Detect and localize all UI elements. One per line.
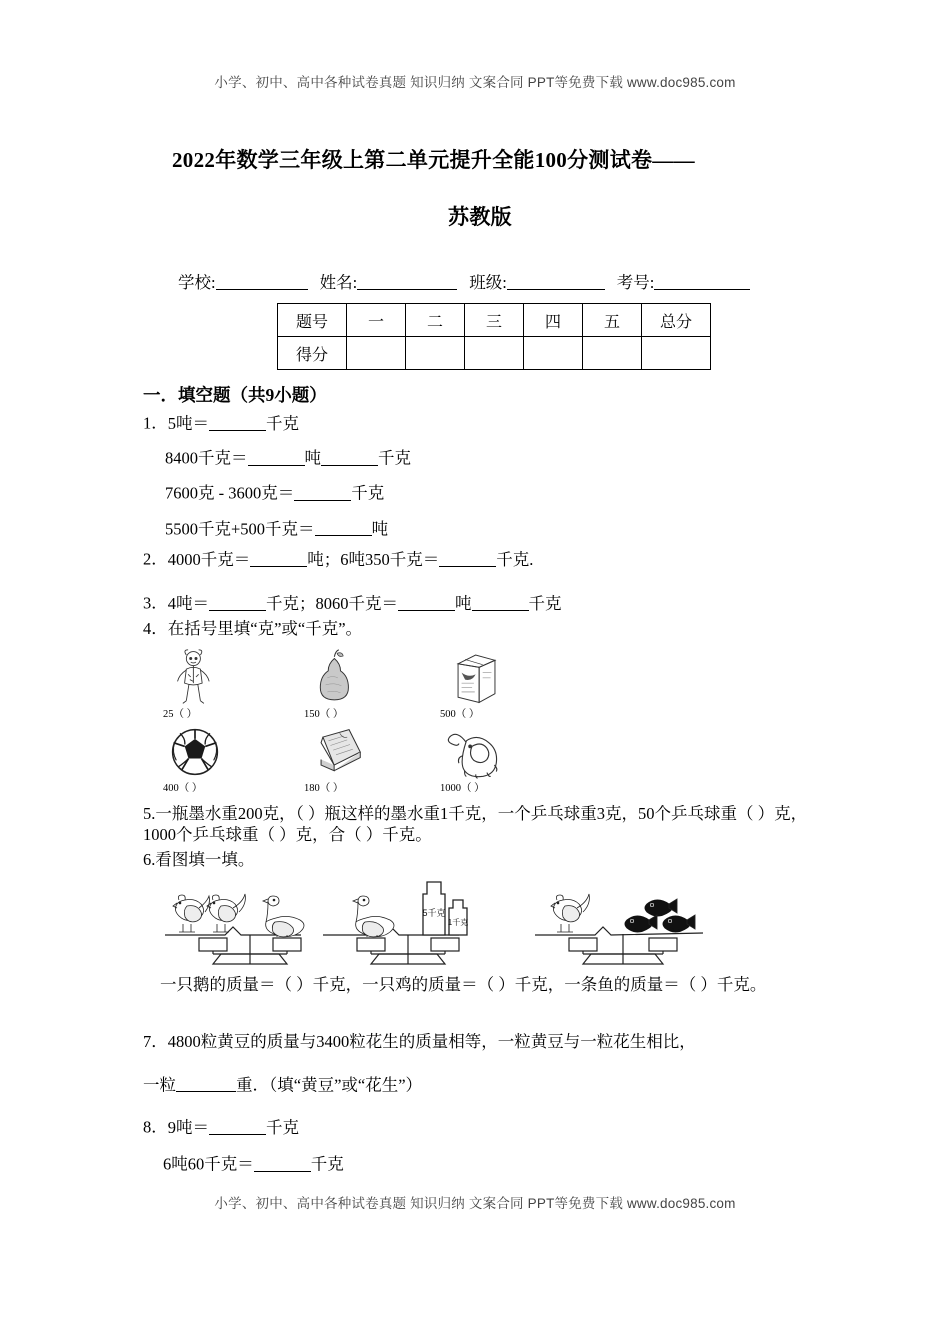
section-heading-fill-in-blank: 一．填空题（共9小题） bbox=[143, 385, 327, 405]
question-5-text: 一瓶墨水重200克，（ ）瓶这样的墨水重1千克，一个乒乓球重3克，50个乒乓球重（ ）克，1000个乒乓球重（ ）克，合（ ）千克。 bbox=[143, 804, 808, 845]
question-7-line-2b: 重．（填“黄豆”或“花生”） bbox=[236, 1075, 423, 1095]
picture-row-2 bbox=[163, 724, 563, 804]
weight-5kg-label: 5千克 bbox=[422, 908, 446, 918]
scale-1 bbox=[165, 894, 304, 964]
question-3 bbox=[143, 594, 562, 612]
picture-label-elephant: 1000（ ） bbox=[440, 783, 485, 794]
picture-item-book bbox=[304, 724, 424, 795]
question-8-line-2: 6吨60千克＝ 千克 bbox=[163, 1154, 344, 1174]
picture-item-soccer-ball bbox=[163, 724, 283, 795]
page-title-line2: 苏教版 bbox=[448, 205, 512, 229]
score-header-6: 总分 bbox=[642, 304, 711, 337]
question-7 bbox=[143, 1034, 843, 1094]
milk-carton-icon bbox=[444, 648, 507, 706]
question-2-text: 4000千克＝ 吨；6吨350千克＝ 千克. bbox=[167, 549, 534, 569]
question-4-picture-grid bbox=[163, 648, 563, 804]
question-8 bbox=[143, 1118, 344, 1173]
question-7-line-2a: 一粒 bbox=[143, 1075, 176, 1095]
question-1-number: 1． bbox=[143, 413, 168, 433]
score-cell-4[interactable] bbox=[524, 337, 583, 370]
score-header-3: 三 bbox=[465, 304, 524, 337]
picture-label-soccer-ball: 400（ ） bbox=[163, 783, 203, 794]
soccer-ball-icon bbox=[167, 724, 223, 780]
question-4 bbox=[143, 621, 362, 638]
question-7-line-1: 4800粒黄豆的质量与3400粒花生的质量相等，一粒黄豆与一粒花生相比， bbox=[167, 1032, 696, 1051]
question-2 bbox=[143, 550, 533, 568]
table-row-scores bbox=[278, 337, 711, 370]
footer-watermark: 小学、初中、高中各种试卷真题 知识归纳 文案合同 PPT等免费下载 www.doc985.com bbox=[214, 1196, 736, 1211]
balance-scales-illustration bbox=[163, 876, 783, 968]
score-cell-5[interactable] bbox=[583, 337, 642, 370]
question-5-number: 5. bbox=[143, 804, 156, 823]
score-cell-1[interactable] bbox=[347, 337, 406, 370]
question-1-line-2: 8400千克＝ 吨 千克 bbox=[165, 448, 411, 468]
question-1-line-1: 5吨＝ 千克 bbox=[167, 413, 299, 433]
question-2-number: 2． bbox=[143, 549, 168, 569]
exam-number-label: 考号: bbox=[616, 273, 655, 292]
picture-label-milk-carton: 500（ ） bbox=[440, 709, 480, 720]
question-6-number: 6. bbox=[143, 850, 156, 869]
student-info-line bbox=[178, 269, 750, 293]
picture-label-doll: 25（ ） bbox=[163, 709, 198, 720]
score-header-4: 四 bbox=[524, 304, 583, 337]
question-1-line-4: 5500千克+500千克＝ 吨 bbox=[165, 519, 389, 539]
exam-number-input[interactable] bbox=[654, 273, 750, 290]
class-input[interactable] bbox=[507, 273, 605, 290]
scale-2 bbox=[323, 882, 468, 964]
page-title-line1: 2022年数学三年级上第二单元提升全能100分测试卷—— bbox=[172, 148, 695, 172]
question-6 bbox=[143, 852, 254, 869]
question-1 bbox=[143, 414, 411, 538]
question-3-text: 4吨＝ 千克；8060千克＝ 吨 千克 bbox=[167, 593, 562, 613]
weight-1kg-label: 1千克 bbox=[447, 918, 469, 927]
question-1-line-3: 7600克 - 3600克＝ 千克 bbox=[165, 484, 385, 504]
score-row-label: 得分 bbox=[278, 337, 347, 370]
question-4-text: 在括号里填“克”或“千克”。 bbox=[167, 619, 363, 638]
question-5 bbox=[143, 803, 833, 845]
name-label: 姓名: bbox=[319, 273, 358, 292]
question-4-number: 4． bbox=[143, 619, 168, 638]
question-6-answer-line: 一只鹅的质量＝（ ）千克，一只鸡的质量＝（ ）千克，一条鱼的质量＝（ ）千克。 bbox=[160, 975, 767, 994]
score-header-0: 题号 bbox=[278, 304, 347, 337]
score-header-5: 五 bbox=[583, 304, 642, 337]
picture-item-milk-carton bbox=[440, 648, 560, 721]
scale-3 bbox=[535, 894, 703, 964]
title-block bbox=[150, 150, 810, 228]
picture-item-doll bbox=[163, 648, 283, 721]
school-label: 学校: bbox=[178, 273, 216, 292]
question-6-balance-scales bbox=[163, 876, 783, 968]
doll-icon bbox=[167, 648, 220, 706]
picture-item-elephant bbox=[440, 724, 560, 795]
question-7-blank[interactable] bbox=[176, 1076, 236, 1093]
score-header-1: 一 bbox=[347, 304, 406, 337]
pear-icon bbox=[308, 648, 361, 706]
book-icon bbox=[308, 724, 370, 780]
picture-label-book: 180（ ） bbox=[304, 783, 344, 794]
score-header-2: 二 bbox=[406, 304, 465, 337]
picture-row-1 bbox=[163, 648, 563, 724]
question-8-line-1: 9吨＝ 千克 bbox=[167, 1117, 299, 1137]
score-table bbox=[277, 303, 711, 370]
weight-5kg bbox=[422, 882, 445, 935]
picture-label-pear: 150（ ） bbox=[304, 709, 344, 720]
school-input[interactable] bbox=[216, 273, 308, 290]
header-watermark: 小学、初中、高中各种试卷真题 知识归纳 文案合同 PPT等免费下载 www.doc985.com bbox=[214, 75, 736, 90]
picture-item-pear bbox=[304, 648, 424, 721]
weight-1kg bbox=[448, 900, 468, 935]
score-cell-total[interactable] bbox=[642, 337, 711, 370]
question-3-number: 3． bbox=[143, 593, 168, 613]
score-cell-2[interactable] bbox=[406, 337, 465, 370]
question-7-number: 7． bbox=[143, 1032, 168, 1051]
name-input[interactable] bbox=[357, 273, 457, 290]
score-cell-3[interactable] bbox=[465, 337, 524, 370]
elephant-icon bbox=[444, 724, 511, 780]
class-label: 班级: bbox=[469, 273, 507, 292]
table-row-header bbox=[278, 304, 711, 337]
question-6-text: 看图填一填。 bbox=[155, 850, 255, 869]
question-8-number: 8． bbox=[143, 1117, 168, 1137]
